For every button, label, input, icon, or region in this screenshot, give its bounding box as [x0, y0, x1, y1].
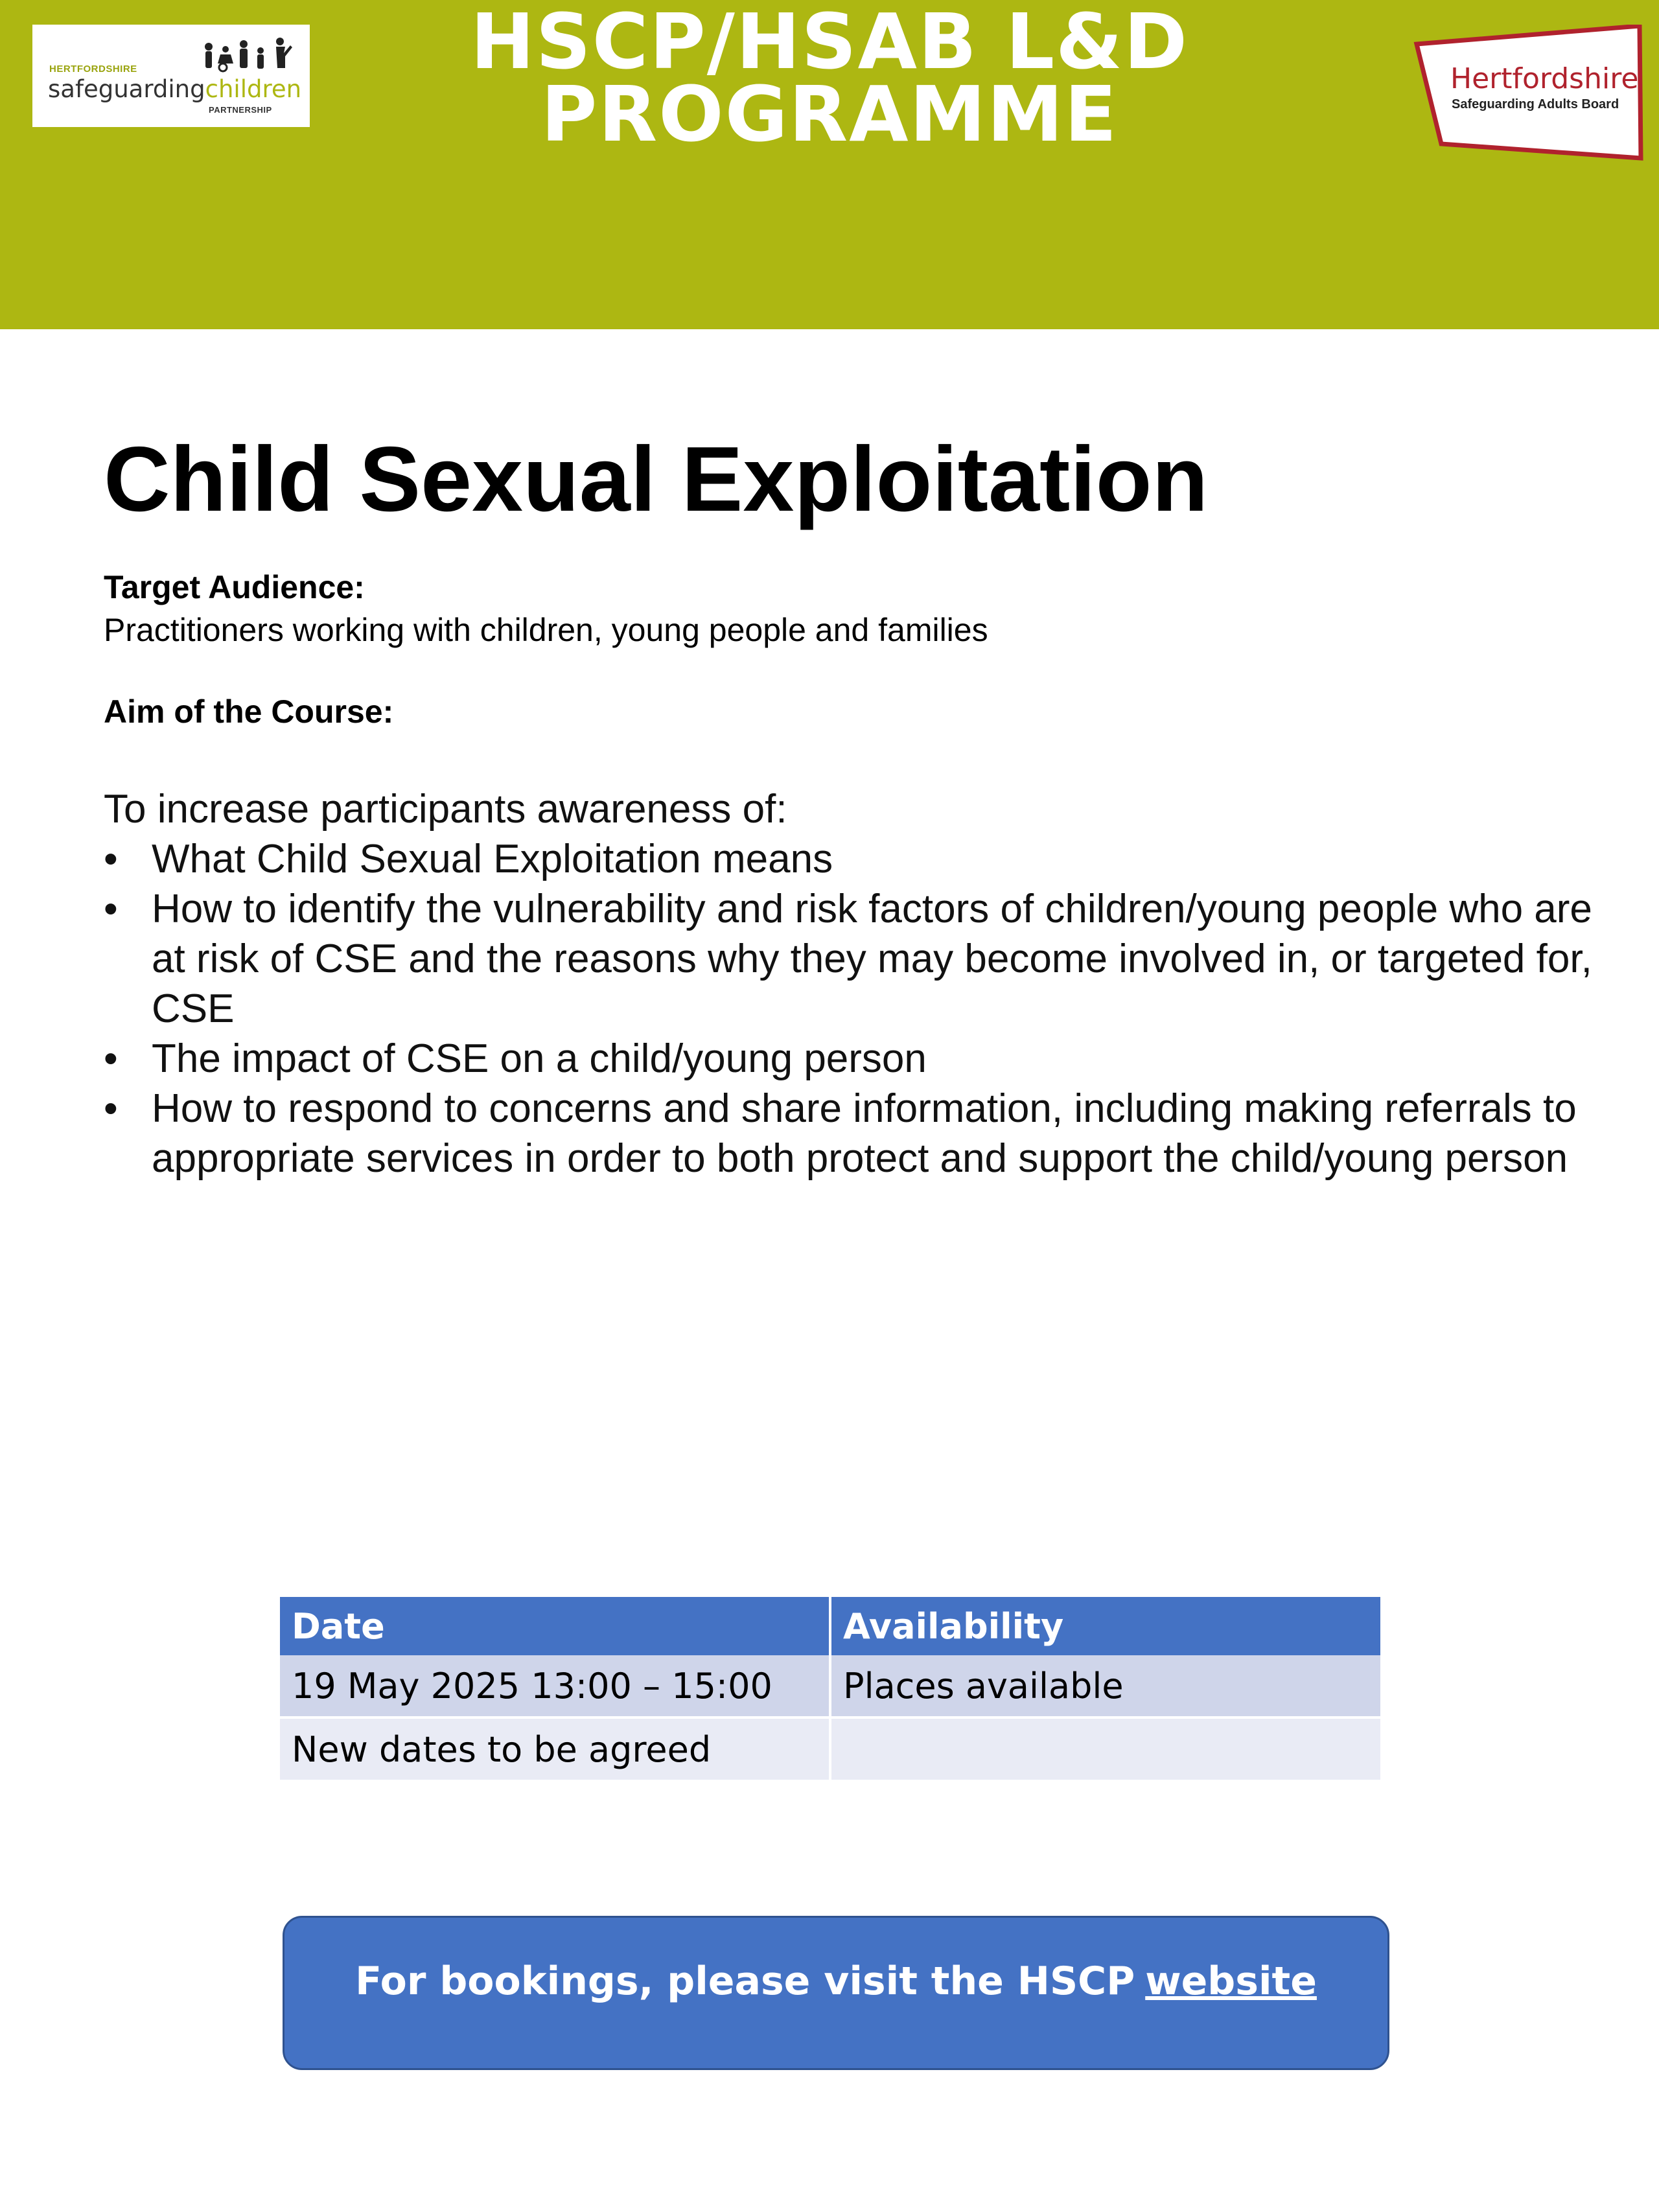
booking-banner: [283, 1916, 1389, 2070]
availability-cell: Places available: [830, 1655, 1382, 1717]
aims-section: [104, 784, 1594, 1183]
list-item: • How to respond to concerns and share information, including making referrals to appropriate services in order to both protect and support the child/young person: [104, 1086, 1577, 1181]
date-cell: New dates to be agreed: [279, 1717, 830, 1780]
website-link[interactable]: website: [1145, 1959, 1317, 2004]
table-row: [279, 1655, 1382, 1717]
hsab-logo-sub: Safeguarding Adults Board: [1452, 97, 1619, 111]
aim-label: Aim of the Course:: [104, 693, 394, 730]
hsab-logo: [1411, 25, 1645, 161]
table-header-row: [279, 1597, 1382, 1655]
table-row: [279, 1717, 1382, 1780]
hscp-logo-small: HERTFORDSHIRE: [49, 64, 137, 75]
list-item: • How to identify the vulnerability and risk factors of children/young people who are at risk of CSE and the reasons why they may become involved in, or targeted for, CSE: [104, 887, 1592, 1031]
aims-intro: To increase participants awareness of:: [104, 787, 787, 832]
column-header-date: Date: [279, 1597, 830, 1655]
schedule-table: [277, 1597, 1383, 1780]
hscp-logo-main: safeguardingchildren: [48, 75, 302, 103]
programme-title: HSCP/HSAB L&D PROGRAMME: [470, 0, 1189, 159]
availability-cell: [830, 1717, 1382, 1780]
column-header-availability: Availability: [830, 1597, 1382, 1655]
course-title: Child Sexual Exploitation: [104, 428, 1209, 531]
booking-text: For bookings, please visit the HSCP: [355, 1959, 1135, 2004]
audience-text: Practitioners working with children, young people and families: [104, 612, 988, 648]
audience-label: Target Audience:: [104, 569, 365, 605]
header-banner: [0, 0, 1659, 329]
hscp-logo-partner: PARTNERSHIP: [209, 105, 272, 115]
list-item: • The impact of CSE on a child/young person: [104, 1036, 927, 1081]
date-cell: 19 May 2025 13:00 – 15:00: [279, 1655, 830, 1717]
list-item: • What Child Sexual Exploitation means: [104, 837, 833, 881]
hsab-logo-name: Hertfordshire: [1450, 62, 1639, 95]
aims-list: [104, 834, 1594, 1183]
